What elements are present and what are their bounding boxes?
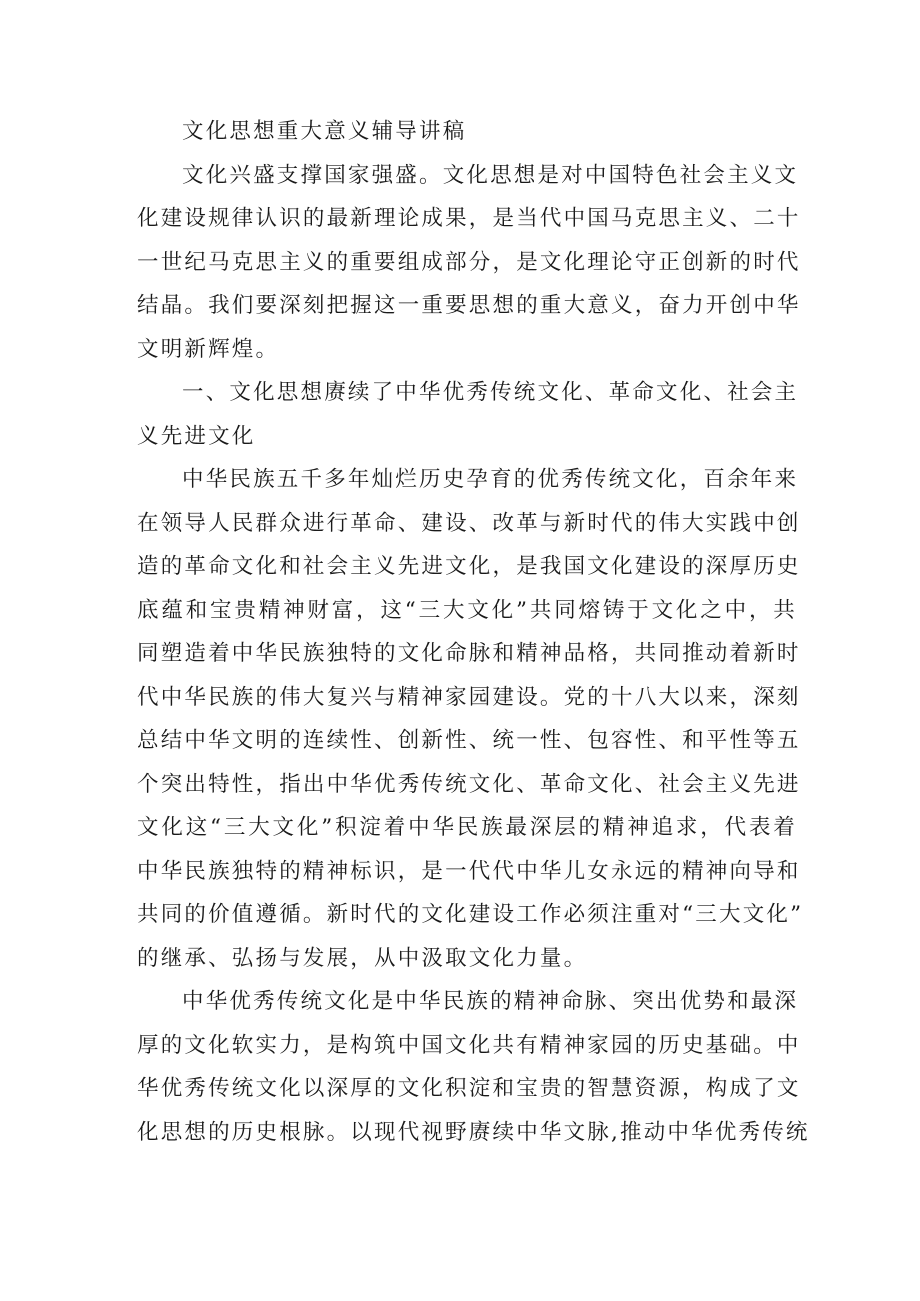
paragraph-3-line-3: 造的革命文化和社会主义先进文化，是我国文化建设的深厚历史	[137, 554, 801, 579]
paragraph-3-line-8: 个突出特性，指出中华优秀传统文化、革命文化、社会主义先进	[137, 771, 801, 797]
paragraph-3-line-5: 同塑造着中华民族独特的文化命脉和精神品格，共同推动着新时	[137, 641, 801, 666]
paragraph-3-line-12: 的继承、弘扬与发展，从中汲取文化力量。	[137, 945, 588, 971]
paragraph-3-line-2: 在领导人民群众进行革命、建设、改革与新时代的伟大实践中创	[137, 510, 801, 536]
paragraph-4-line-2: 厚的文化软实力，是构筑中国文化共有精神家园的历史基础。中	[137, 1032, 801, 1058]
paragraph-4-line-4: 化思想的历史根脉。以现代视野赓续中华文脉,推动中华优秀传统	[137, 1119, 810, 1145]
paragraph-3-line-6: 代中华民族的伟大复兴与精神家园建设。党的十八大以来，深刻	[137, 684, 801, 710]
paragraph-3-line-9: 文化这“三大文化”积淀着中华民族最深层的精神追求，代表着	[137, 815, 797, 840]
paragraph-1-line-1: 文化兴盛支撑国家强盛。文化思想是对中国特色社会主义文	[182, 162, 799, 188]
section-heading-line-2: 义先进文化	[137, 423, 256, 449]
paragraph-3-line-1: 中华民族五千多年灿烂历史孕育的优秀传统文化，百余年来	[182, 467, 799, 492]
paragraph-3-line-7: 总结中华文明的连续性、创新性、统一性、包容性、和平性等五	[137, 728, 801, 753]
paragraph-1-line-5: 文明新辉煌。	[137, 336, 280, 362]
paragraph-4-line-1: 中华优秀传统文化是中华民族的精神命脉、突出优势和最深	[182, 989, 799, 1014]
paragraph-4-line-3: 华优秀传统文化以深厚的文化积淀和宝贵的智慧资源，构成了文	[137, 1076, 801, 1101]
paragraph-1-line-2: 化建设规律认识的最新理论成果，是当代中国马克思主义、二十	[137, 206, 801, 231]
paragraph-3-line-11: 共同的价值遵循。新时代的文化建设工作必须注重对“三大文化”	[137, 902, 804, 927]
paragraph-3-line-10: 中华民族独特的精神标识，是一代代中华儿女永远的精神向导和	[137, 858, 801, 884]
document-body	[137, 110, 810, 1154]
document-title: 文化思想重大意义辅导讲稿	[182, 119, 467, 144]
paragraph-3-line-4: 底蕴和宝贵精神财富，这“三大文化”共同熔铸于文化之中，共	[137, 597, 797, 623]
section-heading-line-1: 一、文化思想赓续了中华优秀传统文化、革命文化、社会主	[182, 380, 799, 405]
paragraph-1-line-3: 一世纪马克思主义的重要组成部分，是文化理论守正创新的时代	[137, 249, 801, 275]
paragraph-1-line-4: 结晶。我们要深刻把握这一重要思想的重大意义，奋力开创中华	[137, 293, 801, 318]
